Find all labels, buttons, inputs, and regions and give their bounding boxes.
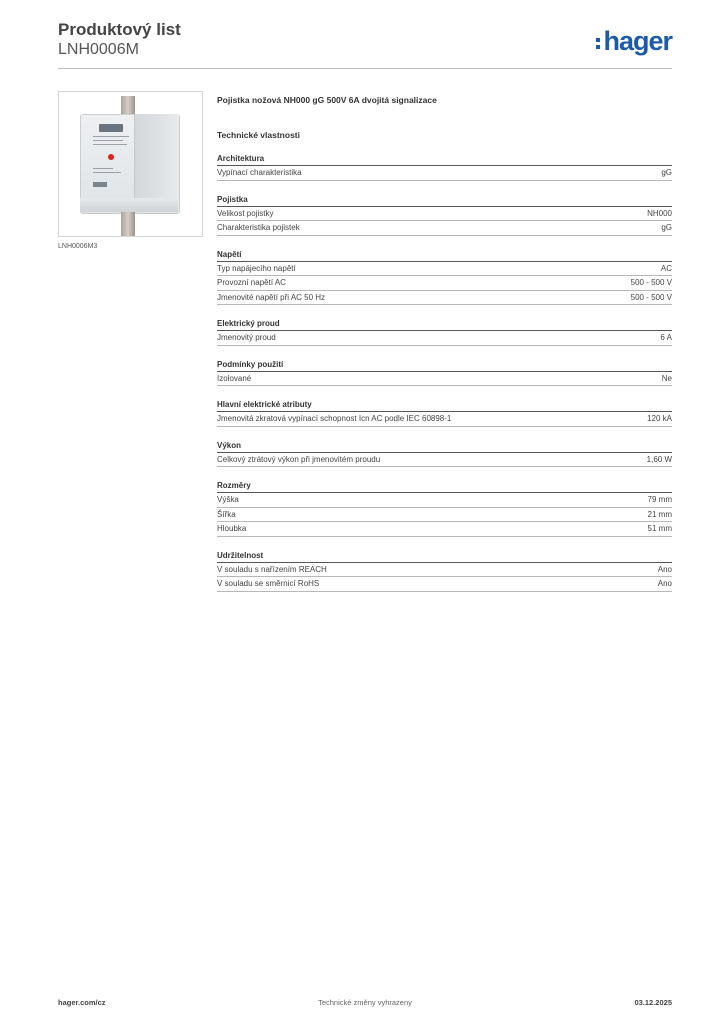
spec-row <box>217 207 672 222</box>
spec-label: Provozní napětí AC <box>217 278 286 287</box>
spec-row <box>217 412 672 427</box>
product-image <box>58 91 203 237</box>
spec-row <box>217 291 672 306</box>
spec-value: 51 mm <box>647 524 672 533</box>
section-title: Podmínky použití <box>217 358 672 372</box>
footer-website-link[interactable]: hager.com/cz <box>58 998 106 1007</box>
logo-text: hager <box>603 26 672 56</box>
product-code: LNH0006M <box>58 41 139 58</box>
section-title: Architektura <box>217 152 672 166</box>
spec-sections <box>217 152 672 592</box>
document-title: Produktový list <box>58 20 181 39</box>
spec-section <box>217 358 672 387</box>
spec-row <box>217 508 672 523</box>
fuse-top-blade <box>121 96 135 116</box>
spec-label: Hloubka <box>217 524 247 533</box>
fuse-bottom-blade <box>121 212 135 237</box>
spec-row <box>217 262 672 277</box>
spec-value: 6 A <box>660 333 672 342</box>
section-title: Hlavní elektrické atributy <box>217 398 672 412</box>
spec-value: 1,60 W <box>646 454 672 464</box>
spec-value: AC <box>660 263 672 273</box>
spec-value: NH000 <box>647 208 672 218</box>
fuse-brand-mark <box>99 124 123 132</box>
spec-label: Šířka <box>217 509 236 519</box>
section-title: Udržitelnost <box>217 549 672 563</box>
indicator-dot-icon <box>108 154 114 160</box>
spec-value: gG <box>661 223 672 232</box>
spec-section <box>217 248 672 306</box>
hager-logo[interactable] <box>596 26 672 56</box>
spec-section <box>217 317 672 346</box>
section-title: Elektrický proud <box>217 317 672 331</box>
header-divider <box>58 68 672 69</box>
fuse-foot <box>80 198 178 212</box>
spec-row <box>217 221 672 236</box>
spec-label: V souladu se směrnicí RoHS <box>217 579 320 588</box>
spec-label: V souladu s nařízením REACH <box>217 564 327 574</box>
spec-row <box>217 276 672 291</box>
spec-label: Charakteristika pojistek <box>217 223 300 232</box>
spec-section <box>217 193 672 236</box>
fuse-label <box>89 124 133 198</box>
spec-label: Jmenovitá zkratová vypínací schopnost Icn AC podle IEC 60898-1 <box>217 414 452 423</box>
spec-label: Typ napájecího napětí <box>217 263 296 273</box>
spec-label: Výška <box>217 495 239 504</box>
spec-row <box>217 563 672 578</box>
spec-section <box>217 439 672 468</box>
spec-value: 500 - 500 V <box>630 292 672 302</box>
spec-label: Vypínací charakteristika <box>217 168 302 177</box>
spec-section <box>217 398 672 427</box>
page-header <box>58 20 672 68</box>
footer-date: 03.12.2025 <box>634 998 672 1007</box>
spec-value: Ano <box>657 564 672 574</box>
spec-value: 120 kA <box>647 414 672 423</box>
spec-row <box>217 166 672 181</box>
spec-label: Izolované <box>217 373 252 383</box>
product-title: Pojistka nožová NH000 gG 500V 6A dvojitá signalizace <box>217 95 437 105</box>
spec-label: Velikost pojistky <box>217 208 274 218</box>
spec-row <box>217 522 672 537</box>
spec-label: Jmenovité napětí při AC 50 Hz <box>217 292 326 302</box>
spec-label: Jmenovitý proud <box>217 333 276 342</box>
spec-value: Ne <box>661 373 672 383</box>
section-title: Rozměry <box>217 479 672 493</box>
section-title: Pojistka <box>217 193 672 207</box>
footer-disclaimer: Technické změny vyhrazeny <box>318 998 412 1007</box>
spec-row <box>217 372 672 387</box>
section-title: Výkon <box>217 439 672 453</box>
spec-value: 500 - 500 V <box>630 278 672 287</box>
spec-value: 79 mm <box>647 495 672 504</box>
spec-section <box>217 549 672 592</box>
image-caption: LNH0006M3 <box>58 243 98 250</box>
spec-row <box>217 331 672 346</box>
tech-heading: Technické vlastnosti <box>217 130 300 140</box>
section-title: Napětí <box>217 248 672 262</box>
ce-mark-icon <box>93 182 107 187</box>
spec-value: Ano <box>657 579 672 588</box>
spec-row <box>217 493 672 508</box>
spec-section <box>217 479 672 537</box>
product-details <box>217 93 672 592</box>
spec-row <box>217 453 672 468</box>
spec-label: Celkový ztrátový výkon při jmenovitém proudu <box>217 454 381 464</box>
spec-value: gG <box>661 168 672 177</box>
spec-row <box>217 577 672 592</box>
spec-section <box>217 152 672 181</box>
logo-dots-icon <box>596 38 600 49</box>
spec-value: 21 mm <box>647 509 672 519</box>
